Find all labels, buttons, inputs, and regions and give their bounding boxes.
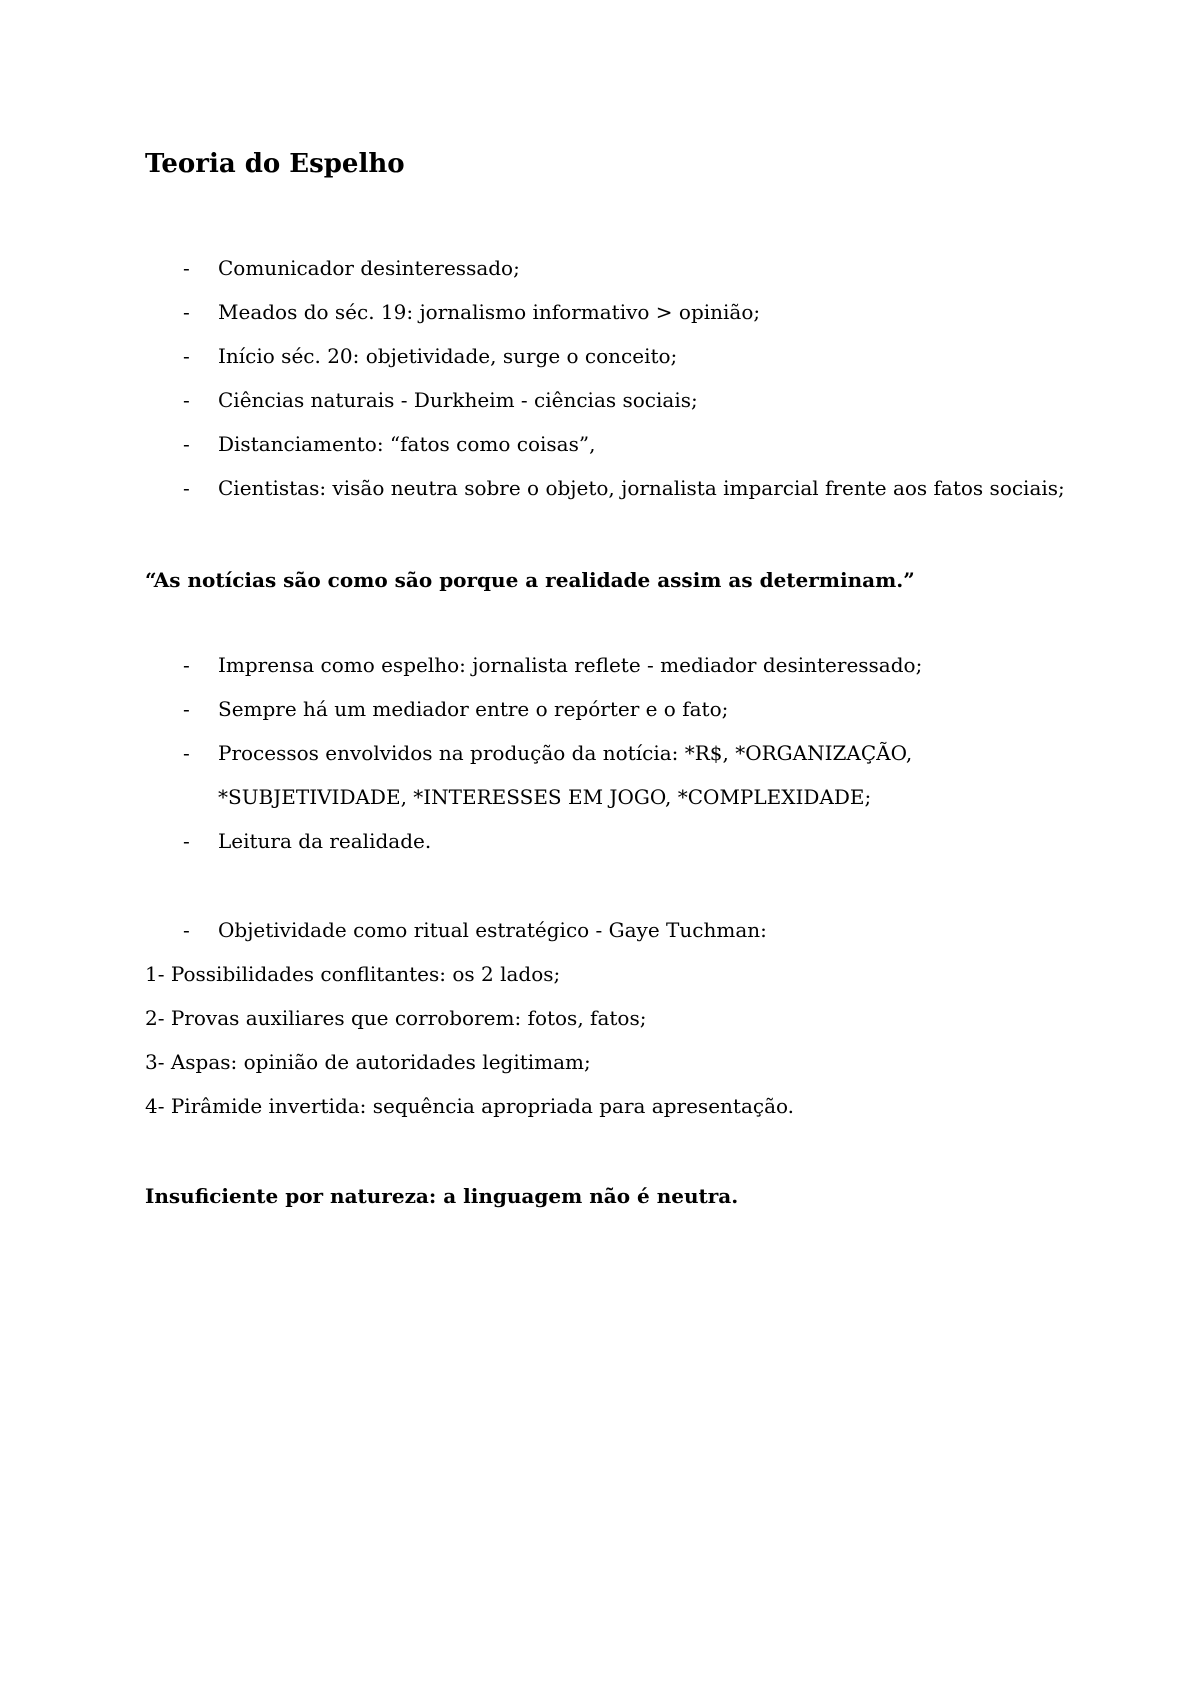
list-item-continuation: *SUBJETIVIDADE, *INTERESSES EM JOGO, *COMPLEXIDADE;: [218, 785, 872, 809]
list-item: [145, 819, 922, 863]
bullet-dash: -: [183, 300, 190, 324]
bullet-dash: -: [183, 476, 190, 500]
numbered-item: 4- Pirâmide invertida: sequência apropriada para apresentação.: [145, 1094, 795, 1118]
conclusion-statement: Insuficiente por natureza: a linguagem não é neutra.: [145, 1184, 739, 1208]
bullet-dash: -: [183, 653, 190, 677]
bullet-dash: -: [183, 432, 190, 456]
list-item: [145, 687, 922, 731]
bullet-dash: -: [183, 344, 190, 368]
list-item-text: Imprensa como espelho: jornalista reflete - mediador desinteressado;: [218, 653, 923, 677]
list-item: [145, 290, 1065, 334]
bullet-list-context: [145, 246, 1065, 510]
list-item: [145, 378, 1065, 422]
bullet-dash: -: [183, 256, 190, 280]
bullet-dash: -: [183, 829, 190, 853]
numbered-list: [145, 952, 794, 1128]
list-item: [145, 643, 922, 687]
list-item-text: Comunicador desinteressado;: [218, 256, 520, 280]
numbered-item: 3- Aspas: opinião de autoridades legitimam;: [145, 1050, 591, 1074]
document-title: Teoria do Espelho: [145, 149, 405, 179]
bullet-list-mirror: [145, 643, 922, 863]
list-item-text: Objetividade como ritual estratégico - Gaye Tuchman:: [218, 918, 767, 942]
list-item-text: Processos envolvidos na produção da notícia: *R$, *ORGANIZAÇÃO,: [218, 741, 913, 765]
list-item: [145, 466, 1065, 510]
list-item: [145, 422, 1065, 466]
list-item: [145, 246, 1065, 290]
list-item-text: Ciências naturais - Durkheim - ciências sociais;: [218, 388, 698, 412]
list-item-text: Cientistas: visão neutra sobre o objeto, jornalista imparcial frente aos fatos sociais;: [218, 476, 1065, 500]
bullet-list-objectivity: [145, 908, 767, 952]
bullet-dash: -: [183, 388, 190, 412]
bullet-dash: -: [183, 697, 190, 721]
bullet-dash: -: [183, 918, 190, 942]
list-item-text: Leitura da realidade.: [218, 829, 432, 853]
list-item-text: Sempre há um mediador entre o repórter e o fato;: [218, 697, 729, 721]
list-item-text: Início séc. 20: objetividade, surge o conceito;: [218, 344, 678, 368]
list-item: [145, 731, 922, 819]
list-item-text: Meados do séc. 19: jornalismo informativo > opinião;: [218, 300, 761, 324]
numbered-item: 2- Provas auxiliares que corroborem: fotos, fatos;: [145, 1006, 647, 1030]
list-item: [145, 334, 1065, 378]
quote-statement: “As notícias são como são porque a realidade assim as determinam.”: [145, 568, 915, 592]
bullet-dash: -: [183, 741, 190, 765]
list-item: [145, 908, 767, 952]
numbered-item: 1- Possibilidades conflitantes: os 2 lados;: [145, 962, 561, 986]
list-item-text: Distanciamento: “fatos como coisas”,: [218, 432, 596, 456]
